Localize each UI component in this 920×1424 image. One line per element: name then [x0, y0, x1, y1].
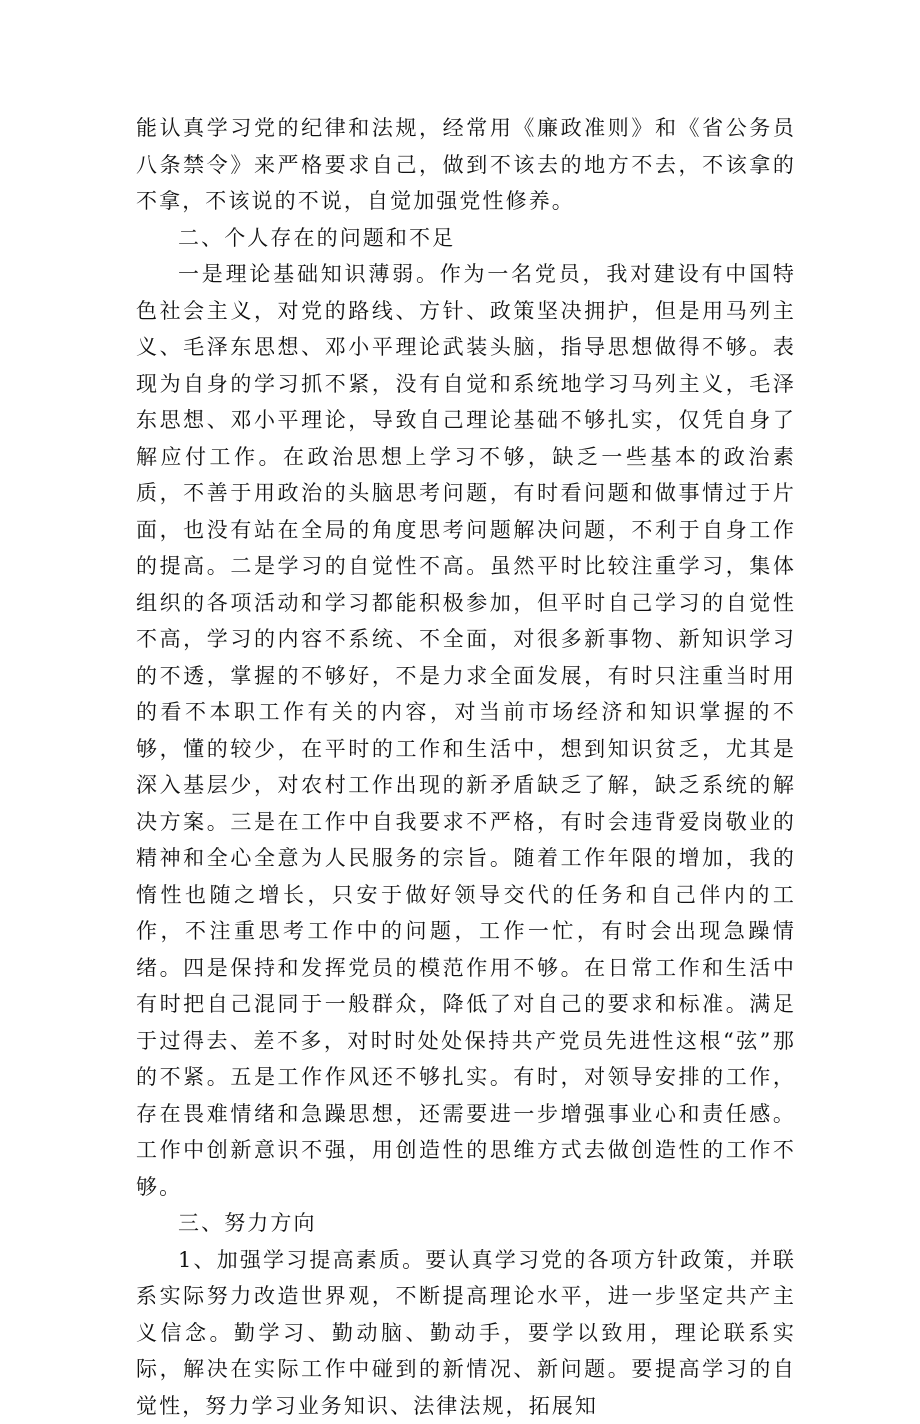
- paragraph-continuation: 能认真学习党的纪律和法规，经常用《廉政准则》和《省公务员八条禁令》来严格要求自己，做到不该去的地方不去，不该拿的不拿，不该说的不说，自觉加强党性修养。: [136, 110, 796, 220]
- section-heading-direction: 三、努力方向: [136, 1205, 796, 1242]
- section-heading-problems: 二、个人存在的问题和不足: [136, 220, 796, 257]
- document-body: [136, 110, 796, 1424]
- paragraph-direction-1: 1、加强学习提高素质。要认真学习党的各项方针政策，并联系实际努力改造世界观，不断提高理论水平，进一步坚定共产主义信念。勤学习、勤动脑、勤动手，要学以致用，理论联系实际，解决在实际工作中碰到的新情况、新问题。要提高学习的自觉性，努力学习业务知识、法律法规，拓展知: [136, 1242, 796, 1424]
- paragraph-problems: 一是理论基础知识薄弱。作为一名党员，我对建设有中国特色社会主义，对党的路线、方针、政策坚决拥护，但是用马列主义、毛泽东思想、邓小平理论武装头脑，指导思想做得不够。表现为自身的学习抓不紧，没有自觉和系统地学习马列主义，毛泽东思想、邓小平理论，导致自己理论基础不够扎实，仅凭自身了解应付工作。在政治思想上学习不够，缺乏一些基本的政治素质，不善于用政治的头脑思考问题，有时看问题和做事情过于片面，也没有站在全局的角度思考问题解决问题，不利于自身工作的提高。二是学习的自觉性不高。虽然平时比较注重学习，集体组织的各项活动和学习都能积极参加，但平时自己学习的自觉性不高，学习的内容不系统、不全面，对很多新事物、新知识学习的不透，掌握的不够好，不是力求全面发展，有时只注重当时用的看不本职工作有关的内容，对当前市场经济和知识掌握的不够，懂的较少，在平时的工作和生活中，想到知识贫乏，尤其是深入基层少，对农村工作出现的新矛盾缺乏了解，缺乏系统的解决方案。三是在工作中自我要求不严格，有时会违背爱岗敬业的精神和全心全意为人民服务的宗旨。随着工作年限的增加，我的惰性也随之增长，只安于做好领导交代的任务和自己伴内的工作，不注重思考工作中的问题，工作一忙，有时会出现急躁情绪。四是保持和发挥党员的模范作用不够。在日常工作和生活中有时把自己混同于一般群众，降低了对自己的要求和标准。满足于过得去、差不多，对时时处处保持共产党员先进性这根“弦”那的不紧。五是工作作风还不够扎实。有时，对领导安排的工作，存在畏难情绪和急躁思想，还需要进一步增强事业心和责任感。工作中创新意识不强，用创造性的思维方式去做创造性的工作不够。: [136, 256, 796, 1205]
